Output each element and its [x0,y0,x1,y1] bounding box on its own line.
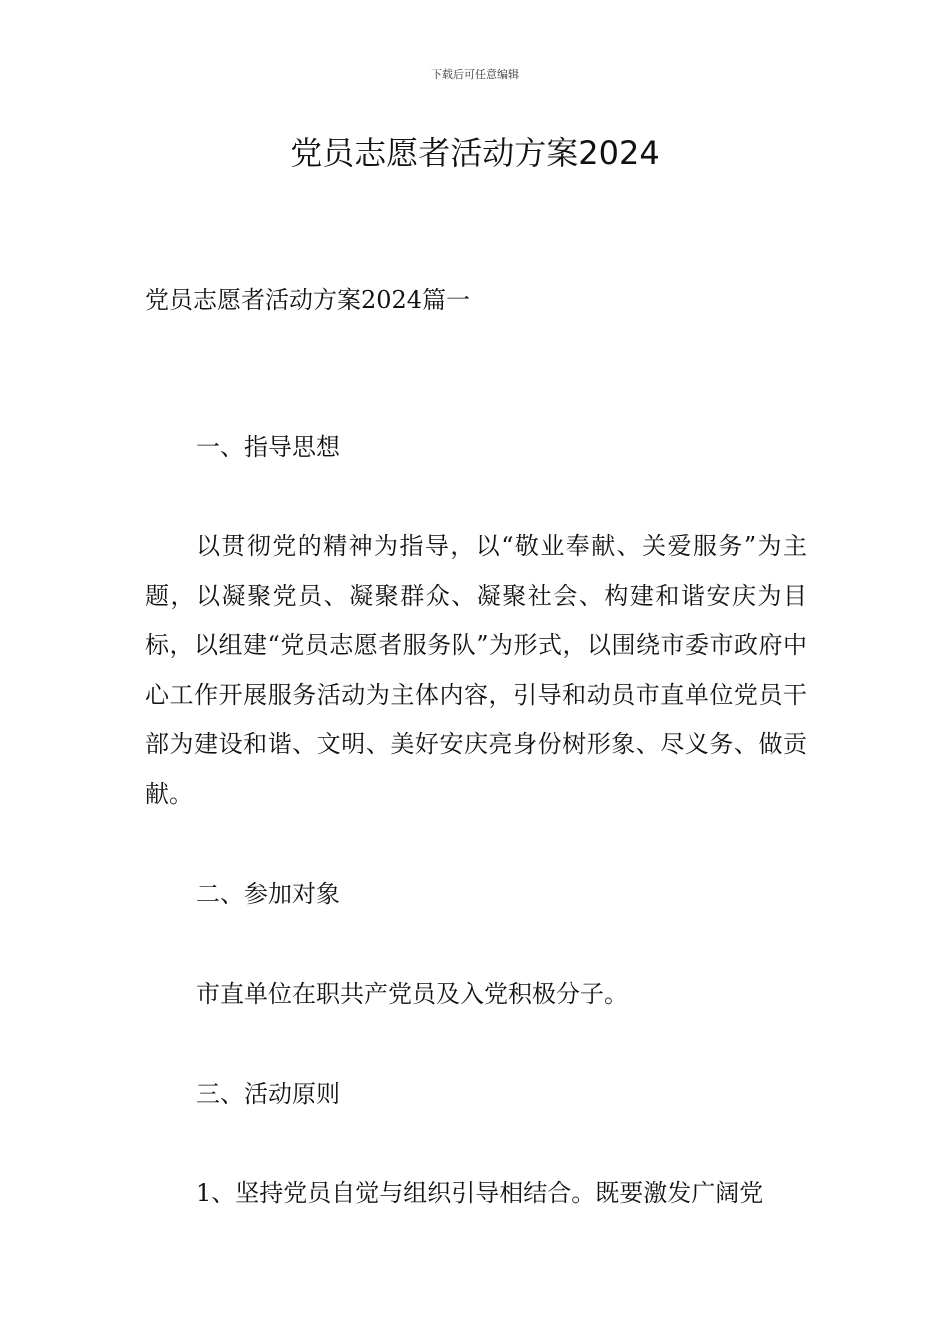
section-heading-participants: 二、参加对象 [196,880,340,908]
section-paragraph-guiding-ideology: 以贯彻党的精神为指导，以“敬业奉献、关爱服务”为主题，以凝聚党员、凝聚群众、凝聚社会、构建和谐安庆为目标，以组建“党员志愿者服务队”为形式，以围绕市委市政府中心工作开展服务活动为主体内容，引导和动员市直单位党员干部为建设和谐、文明、美好安庆亮身份树形象、尽义务、做贡献。 [145,532,807,808]
section-heading-principles: 三、活动原则 [196,1080,340,1108]
document-title: 党员志愿者活动方案2024 [290,134,660,172]
header-note: 下载后可任意编辑 [431,68,519,81]
document-subtitle: 党员志愿者活动方案2024篇一 [145,286,471,314]
section-paragraph-principles: 1、坚持党员自觉与组织引导相结合。既要激发广阔党 [196,1179,764,1207]
section-paragraph-participants: 市直单位在职共产党员及入党积极分子。 [196,980,628,1008]
section-heading-guiding-ideology: 一、指导思想 [196,433,340,461]
